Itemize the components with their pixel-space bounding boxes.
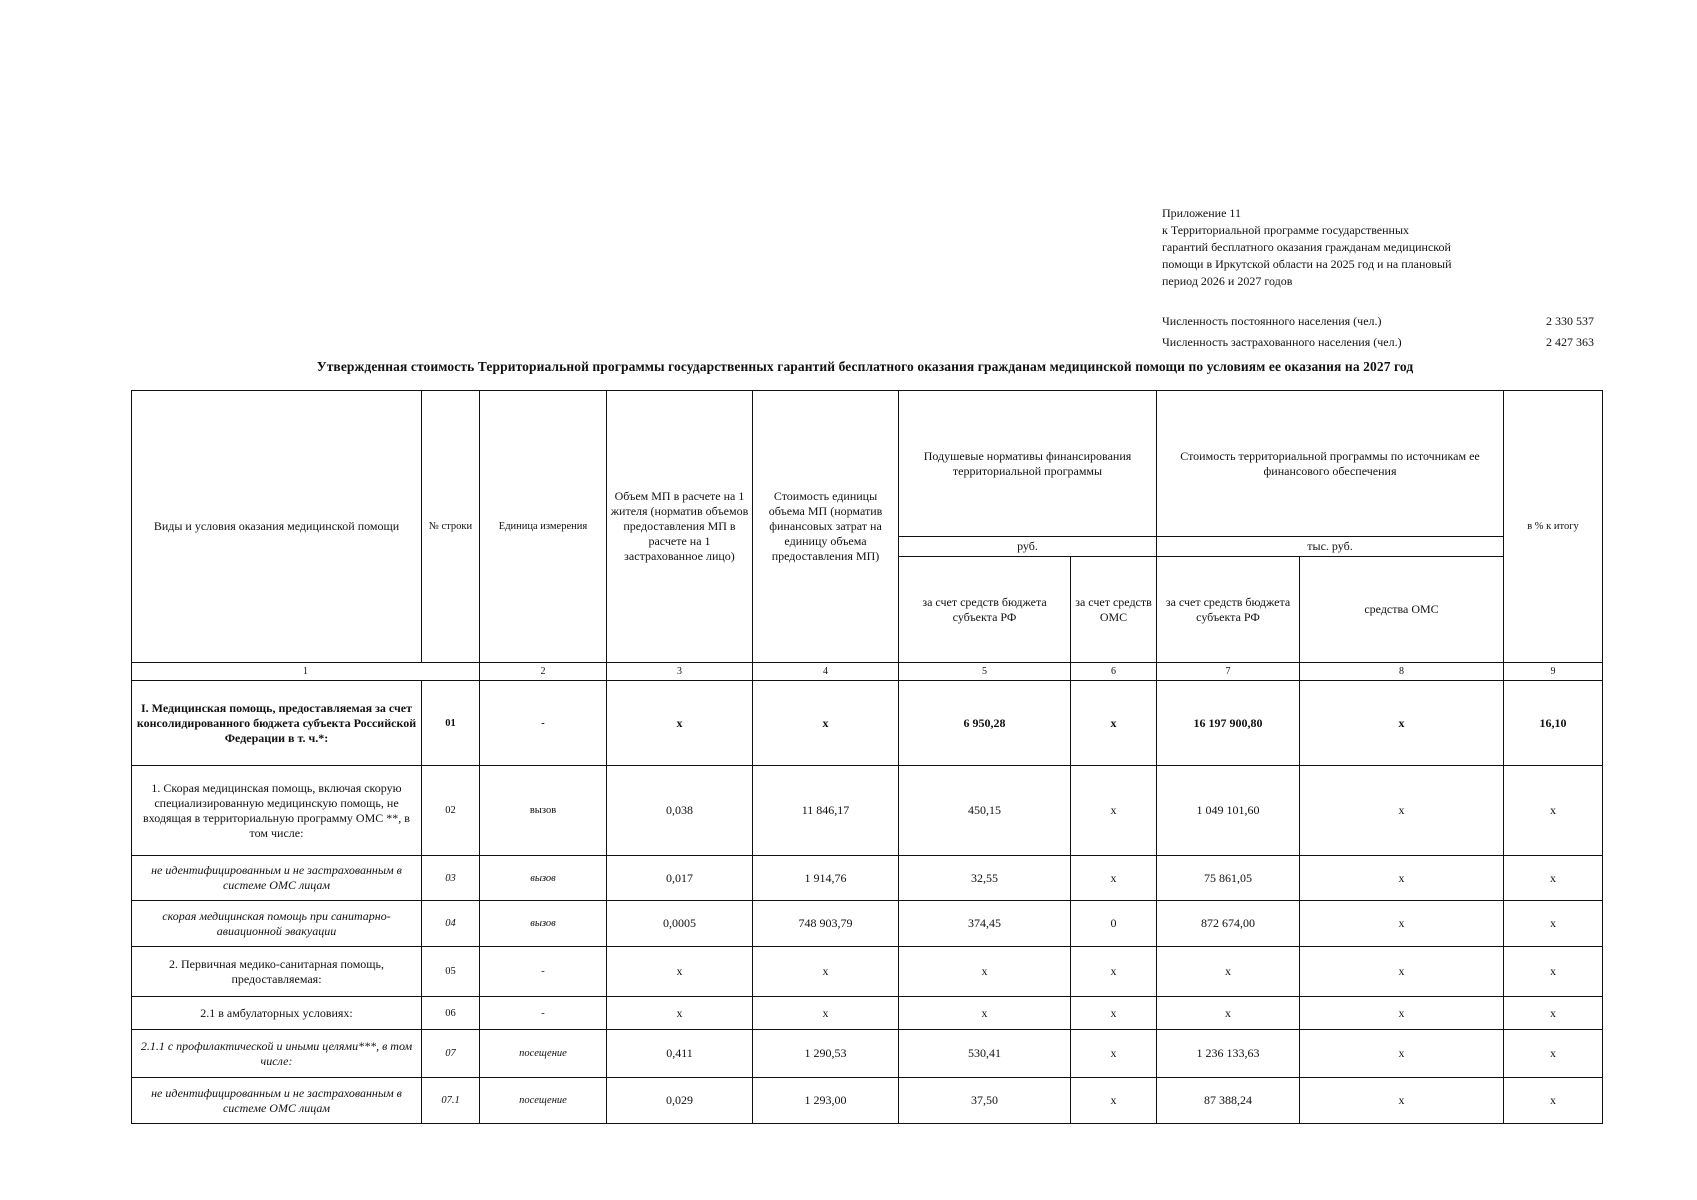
row-pc-budget: x bbox=[899, 947, 1071, 997]
row-percent: x bbox=[1504, 997, 1603, 1030]
header-row-no: № строки bbox=[422, 391, 480, 663]
row-percent: x bbox=[1504, 766, 1603, 856]
row-volume: 0,038 bbox=[607, 766, 753, 856]
header-volume: Объем МП в расчете на 1 жителя (норматив объемов предоставления МП в расчете на 1 застрахованное лицо) bbox=[607, 391, 753, 663]
row-pc-budget: 450,15 bbox=[899, 766, 1071, 856]
row-percent: x bbox=[1504, 1078, 1603, 1124]
appendix-line: период 2026 и 2027 годов bbox=[1162, 274, 1293, 288]
table-row bbox=[132, 1078, 1603, 1124]
row-code: 05 bbox=[422, 947, 480, 997]
header-program-cost: Стоимость территориальной программы по источникам ее финансового обеспечения bbox=[1157, 391, 1504, 537]
row-pc-oms: x bbox=[1071, 997, 1157, 1030]
header-budget-thous: за счет средств бюджета субъекта РФ bbox=[1157, 557, 1300, 663]
header-thous-rub: тыс. руб. bbox=[1157, 537, 1504, 557]
row-volume: 0,017 bbox=[607, 856, 753, 901]
row-name: не идентифицированным и не застрахованным в системе ОМС лицам bbox=[132, 1078, 422, 1124]
row-cost-oms: x bbox=[1300, 1030, 1504, 1078]
table-row bbox=[132, 681, 1603, 766]
row-pc-budget: x bbox=[899, 997, 1071, 1030]
row-name: 2.1 в амбулаторных условиях: bbox=[132, 997, 422, 1030]
insured-population-value: 2 427 363 bbox=[1546, 335, 1594, 349]
column-number: 6 bbox=[1071, 663, 1157, 681]
insured-population-label: Численность застрахованного населения (чел.) bbox=[1162, 335, 1402, 349]
row-pc-oms: 0 bbox=[1071, 901, 1157, 947]
row-code: 02 bbox=[422, 766, 480, 856]
appendix-line: помощи в Иркутской области на 2025 год и на плановый bbox=[1162, 257, 1452, 271]
row-pc-oms: x bbox=[1071, 766, 1157, 856]
row-cost-budget: 1 049 101,60 bbox=[1157, 766, 1300, 856]
header-rub: руб. bbox=[899, 537, 1157, 557]
row-pc-oms: x bbox=[1071, 1078, 1157, 1124]
row-volume: 0,0005 bbox=[607, 901, 753, 947]
row-cost-oms: x bbox=[1300, 947, 1504, 997]
column-number: 3 bbox=[607, 663, 753, 681]
row-name: I. Медицинская помощь, предоставляемая за счет консолидированного бюджета субъекта Российской Федерации в т. ч.*: bbox=[132, 681, 422, 766]
header-budget-rub: за счет средств бюджета субъекта РФ bbox=[899, 557, 1071, 663]
row-volume: x bbox=[607, 947, 753, 997]
row-cost: 1 293,00 bbox=[753, 1078, 899, 1124]
row-code: 01 bbox=[422, 681, 480, 766]
row-pc-oms: x bbox=[1071, 947, 1157, 997]
row-name: 2.1.1 с профилактической и иными целями***, в том числе: bbox=[132, 1030, 422, 1078]
row-unit: - bbox=[480, 947, 607, 997]
table-row bbox=[132, 1030, 1603, 1078]
row-name: 1. Скорая медицинская помощь, включая скорую специализированную медицинскую помощь, не входящая в территориальную программу ОМС **, в том числе: bbox=[132, 766, 422, 856]
column-number: 8 bbox=[1300, 663, 1504, 681]
row-cost: x bbox=[753, 681, 899, 766]
appendix-line: Приложение 11 bbox=[1162, 206, 1241, 220]
column-numbers-row bbox=[132, 663, 1603, 681]
row-cost: x bbox=[753, 997, 899, 1030]
row-code: 07 bbox=[422, 1030, 480, 1078]
row-pc-budget: 530,41 bbox=[899, 1030, 1071, 1078]
row-cost: 11 846,17 bbox=[753, 766, 899, 856]
row-unit: вызов bbox=[480, 766, 607, 856]
row-cost-budget: 87 388,24 bbox=[1157, 1078, 1300, 1124]
row-unit: вызов bbox=[480, 856, 607, 901]
row-code: 04 bbox=[422, 901, 480, 947]
row-pc-budget: 37,50 bbox=[899, 1078, 1071, 1124]
column-number: 1 bbox=[132, 663, 480, 681]
row-pc-oms: x bbox=[1071, 681, 1157, 766]
row-cost-oms: x bbox=[1300, 997, 1504, 1030]
row-percent: x bbox=[1504, 856, 1603, 901]
row-cost-budget: x bbox=[1157, 947, 1300, 997]
row-cost: 748 903,79 bbox=[753, 901, 899, 947]
document-title: Утвержденная стоимость Территориальной программы государственных гарантий бесплатного оказания гражданам медицинской помощи по условиям ее оказания на 2027 год bbox=[316, 359, 1414, 374]
header-unit: Единица измерения bbox=[480, 391, 607, 663]
table-row bbox=[132, 901, 1603, 947]
row-cost-budget: x bbox=[1157, 997, 1300, 1030]
row-volume: 0,029 bbox=[607, 1078, 753, 1124]
column-number: 2 bbox=[480, 663, 607, 681]
row-cost-budget: 16 197 900,80 bbox=[1157, 681, 1300, 766]
header-cost: Стоимость единицы объема МП (норматив финансовых затрат на единицу объема предоставления МП) bbox=[753, 391, 899, 663]
row-cost: 1 914,76 bbox=[753, 856, 899, 901]
row-cost: 1 290,53 bbox=[753, 1030, 899, 1078]
row-cost-budget: 872 674,00 bbox=[1157, 901, 1300, 947]
row-code: 03 bbox=[422, 856, 480, 901]
row-code: 07.1 bbox=[422, 1078, 480, 1124]
cost-table bbox=[131, 390, 1603, 1124]
row-unit: вызов bbox=[480, 901, 607, 947]
row-unit: посещение bbox=[480, 1078, 607, 1124]
row-pc-budget: 32,55 bbox=[899, 856, 1071, 901]
header-kind: Виды и условия оказания медицинской помощи bbox=[132, 391, 422, 663]
row-volume: x bbox=[607, 681, 753, 766]
permanent-population-label: Численность постоянного населения (чел.) bbox=[1162, 314, 1382, 328]
row-cost-oms: x bbox=[1300, 856, 1504, 901]
row-name: 2. Первичная медико-санитарная помощь, предоставляемая: bbox=[132, 947, 422, 997]
row-pc-oms: x bbox=[1071, 1030, 1157, 1078]
row-pc-budget: 6 950,28 bbox=[899, 681, 1071, 766]
appendix-note bbox=[1162, 205, 1522, 290]
row-cost-oms: x bbox=[1300, 901, 1504, 947]
table-row bbox=[132, 856, 1603, 901]
header-percent: в % к итогу bbox=[1504, 391, 1603, 663]
row-cost-oms: x bbox=[1300, 1078, 1504, 1124]
column-number: 7 bbox=[1157, 663, 1300, 681]
column-number: 5 bbox=[899, 663, 1071, 681]
column-number: 9 bbox=[1504, 663, 1603, 681]
row-unit: - bbox=[480, 997, 607, 1030]
row-name: скорая медицинская помощь при санитарно-авиационной эвакуации bbox=[132, 901, 422, 947]
row-percent: x bbox=[1504, 901, 1603, 947]
row-volume: x bbox=[607, 997, 753, 1030]
appendix-line: гарантий бесплатного оказания гражданам медицинской bbox=[1162, 240, 1451, 254]
appendix-line: к Территориальной программе государственных bbox=[1162, 223, 1410, 237]
permanent-population-value: 2 330 537 bbox=[1546, 314, 1594, 328]
row-volume: 0,411 bbox=[607, 1030, 753, 1078]
table-row bbox=[132, 766, 1603, 856]
row-cost: x bbox=[753, 947, 899, 997]
table-row bbox=[132, 947, 1603, 997]
table-row bbox=[132, 997, 1603, 1030]
header-per-capita: Подушевые нормативы финансирования территориальной программы bbox=[899, 391, 1157, 537]
row-cost-budget: 75 861,05 bbox=[1157, 856, 1300, 901]
row-percent: x bbox=[1504, 947, 1603, 997]
row-cost-oms: x bbox=[1300, 681, 1504, 766]
row-cost-budget: 1 236 133,63 bbox=[1157, 1030, 1300, 1078]
row-pc-oms: x bbox=[1071, 856, 1157, 901]
header-oms-rub: за счет средств ОМС bbox=[1071, 557, 1157, 663]
row-unit: - bbox=[480, 681, 607, 766]
column-number: 4 bbox=[753, 663, 899, 681]
row-percent: x bbox=[1504, 1030, 1603, 1078]
row-pc-budget: 374,45 bbox=[899, 901, 1071, 947]
row-percent: 16,10 bbox=[1504, 681, 1603, 766]
row-cost-oms: x bbox=[1300, 766, 1504, 856]
row-unit: посещение bbox=[480, 1030, 607, 1078]
row-name: не идентифицированным и не застрахованным в системе ОМС лицам bbox=[132, 856, 422, 901]
header-oms-thous: средства ОМС bbox=[1300, 557, 1504, 663]
row-code: 06 bbox=[422, 997, 480, 1030]
